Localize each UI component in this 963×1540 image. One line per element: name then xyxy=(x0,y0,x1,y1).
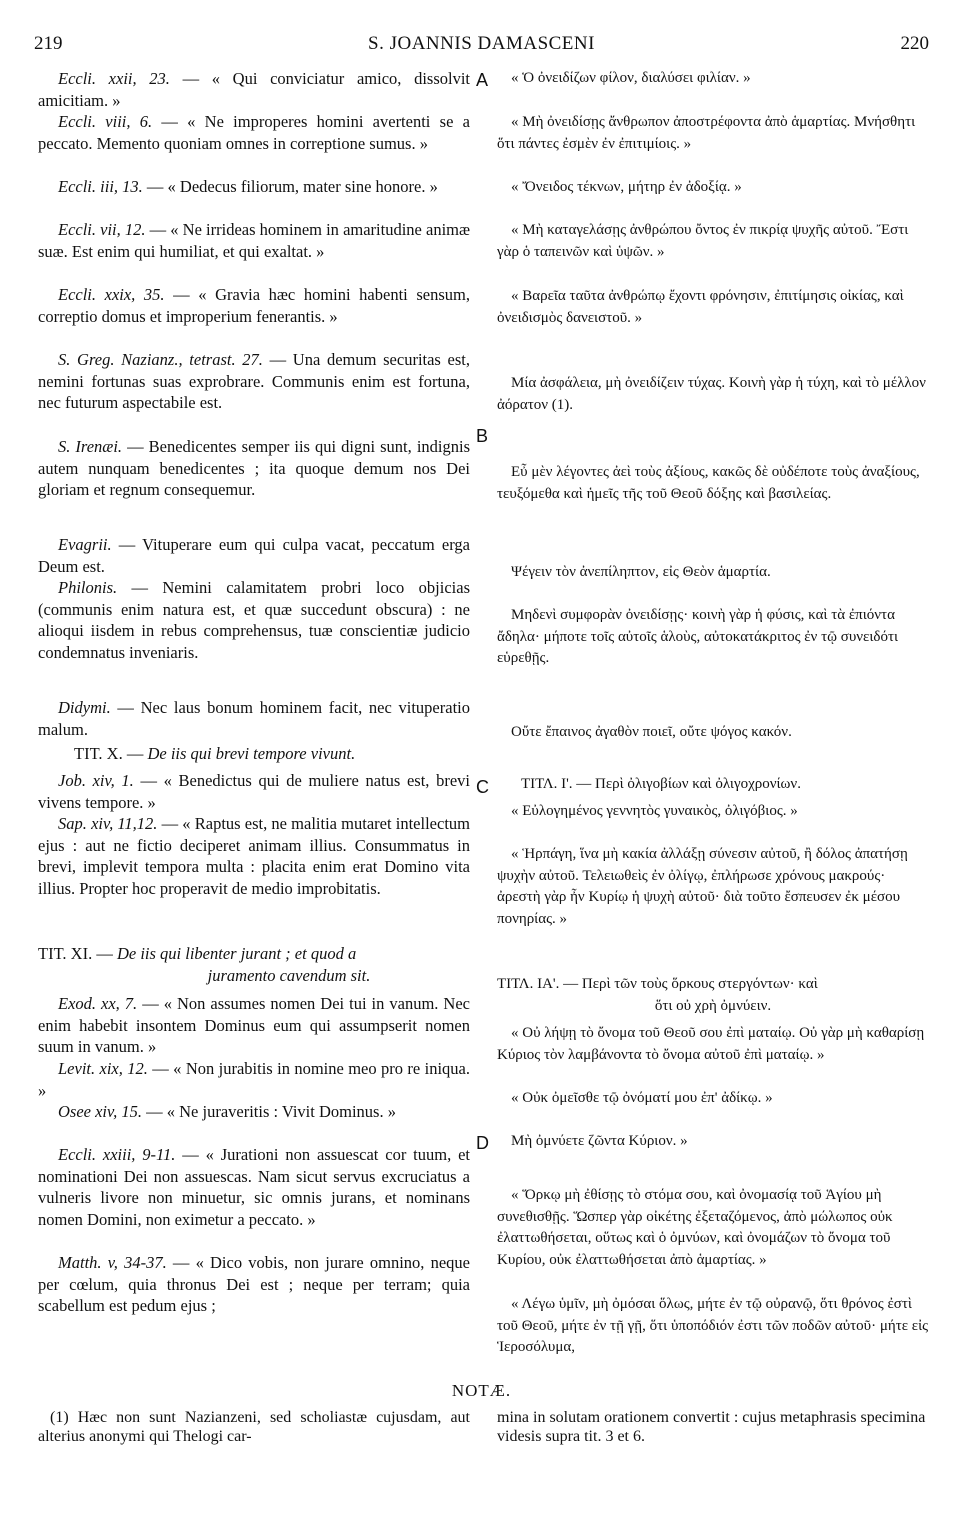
greek-section-title-xi: ΤΙΤΛ. ΙΑ'. — Περὶ τῶν τοὺς ὅρκους στεργόντων· καὶ ὅτι οὐ χρὴ ὀμνύειν. xyxy=(497,976,818,1014)
greek-paragraph: Ψέγειν τὸν ἀνεπίληπτον, εἰς Θεὸν ἁμαρτία. xyxy=(511,564,771,580)
latin-paragraph: S. Irenæi. — Benedicentes semper iis qui digni sunt, indignis autem nunquam benedicentes ; ita quoque demum nos Dei gloriam et regnum consequemur. xyxy=(38,437,470,500)
greek-section-title-x: ΤΙΤΛ. Ι'. — Περὶ ὀλιγοβίων καὶ ὀλιγοχρονίων. xyxy=(521,776,801,792)
latin-paragraph: Osee xiv, 15. — « Ne juraveritis : Vivit Dominus. » xyxy=(58,1102,396,1121)
greek-paragraph: Εὖ μὲν λέγοντες ἀεὶ τοὺς ἀξίους, κακῶς δὲ οὐδέποτε τοὺς ἀναξίους, τευξόμεθα καὶ ἡμεῖς τῆς τοῦ Θεοῦ δόξης καὶ βασιλείας. xyxy=(497,464,920,502)
greek-paragraph: « Ὅρκῳ μὴ ἐθίσῃς τὸ στόμα σου, καὶ ὀνομασίᾳ τοῦ Ἁγίου μὴ συνεθισθῇς. Ὥσπερ γὰρ οἰκέτης ἐξεταζόμενος, ἀπὸ μώλωπος οὐκ ἐλαττωθήσεται, οὕτως καὶ ὁ ὀμνύων, καὶ ὀνομάζων τὸ ὄνομα τοῦ Κυρίου, οὐκ ἐλαττωθήσεται ἀπὸ ἁμαρτίας. » xyxy=(497,1187,893,1269)
greek-paragraph: Οὔτε ἔπαινος ἀγαθὸν ποιεῖ, οὔτε ψόγος κακόν. xyxy=(511,724,792,740)
greek-paragraph: « Οὐ λήψῃ τὸ ὄνομα τοῦ Θεοῦ σου ἐπὶ ματαίῳ. Οὐ γὰρ μὴ καθαρίσῃ Κύριος τὸν λαμβάνοντα τὸ ὄνομα αὐτοῦ ἐπὶ ματαίῳ. » xyxy=(497,1025,925,1063)
greek-paragraph: « Λέγω ὑμῖν, μὴ ὀμόσαι ὅλως, μήτε ἐν τῷ οὐρανῷ, ὅτι θρόνος ἐστὶ τοῦ Θεοῦ, μήτε ἐν τῇ γῇ, ὅτι ὑποπόδιόν ἐστι τῶν ποδῶν αὐτοῦ· μήτε εἰς Ἱεροσόλυμα, xyxy=(497,1296,929,1356)
section-title-x: TIT. X. — De iis qui brevi tempore vivunt. xyxy=(74,744,356,763)
page-number-left: 219 xyxy=(34,33,63,54)
section-title-xi: TIT. XI. — De iis qui libenter jurant ; et quod a juramento cavendum sit. xyxy=(38,944,371,985)
page-header xyxy=(34,33,929,61)
margin-mark-c: C xyxy=(476,777,489,797)
latin-paragraph: Eccli. xxiii, 9-11. — « Jurationi non assuescat cor tuum, et nominationi Dei non assuescas. Nam sicut servus excruciatus a vulneris livore non minuetur, sic omnis jurans, et nominans nomen Domini, non eximetur a peccato. » xyxy=(38,1145,470,1230)
page-number-right: 220 xyxy=(900,33,929,54)
margin-mark-d: D xyxy=(476,1133,489,1153)
greek-paragraph: « Μὴ ὀνειδίσῃς ἄνθρωπον ἀποστρέφοντα ἀπὸ ἁμαρτίας. Μνήσθητι ὅτι πάντες ἐσμὲν ἐν ἐπιτιμίοις. » xyxy=(497,114,916,152)
latin-paragraph: Didymi. — Nec laus bonum hominem facit, nec vituperatio malum. xyxy=(38,698,470,739)
latin-paragraph: Job. xiv, 1. — « Benedictus qui de muliere natus est, brevi vivens tempore. » xyxy=(38,771,470,812)
latin-paragraph: Levit. xix, 12. — « Non jurabitis in nomine meo pro re iniqua. » xyxy=(38,1059,470,1100)
greek-paragraph: « Βαρεῖα ταῦτα ἀνθρώπῳ ἔχοντι φρόνησιν, ἐπιτίμησις οἰκίας, καὶ ὀνειδισμὸς δανειστοῦ. » xyxy=(497,288,904,326)
greek-paragraph: « Μὴ καταγελάσῃς ἀνθρώπου ὄντος ἐν πικρίᾳ ψυχῆς αὐτοῦ. Ἔστι γὰρ ὁ ταπεινῶν καὶ ὑψῶν. » xyxy=(497,222,909,260)
greek-paragraph: « Ὄνειδος τέκνων, μήτηρ ἐν ἀδοξίᾳ. » xyxy=(511,179,742,195)
latin-paragraph: Eccli. viii, 6. — « Ne improperes homini avertenti se a peccato. Memento quoniam omnes in correptione sumus. » xyxy=(38,112,470,153)
margin-mark-a: A xyxy=(476,70,489,90)
latin-paragraph: Philonis. — Nemini calamitatem probri loco objicias (communis enim natura est, et quæ succedunt obscura) : ne alioqui iisdem in rebus comprehensus, tuæ conscientiæ judicio condemnatus inveniaris. xyxy=(38,578,470,663)
latin-paragraph: Sap. xiv, 11,12. — « Raptus est, ne malitia mutaret intellectum ejus : aut ne fictio deciperet animam illius. Consummatus in brevi, implevit tempora multa : placita enim erat Domino vita illius. Propter hoc properavit de medio improbitatis. xyxy=(38,814,470,899)
greek-paragraph: Μηδενὶ συμφορὰν ὀνειδίσῃς· κοινὴ γὰρ ἡ φύσις, καὶ τὰ ἐπιόντα ἄδηλα· μήποτε τοῖς αὐτοῖς ἁλοὺς, αὐτοκατάκριτος ἐν τῷ συνειδότι εὑρεθῇς. xyxy=(497,607,899,667)
latin-paragraph: Eccli. xxix, 35. — « Gravia hæc homini habenti sensum, correptio domus et improperium fenerantis. » xyxy=(38,285,470,326)
greek-paragraph: « Ἡρπάγη, ἵνα μὴ κακία ἀλλάξῃ σύνεσιν αὐτοῦ, ἢ δόλος ἀπατήσῃ ψυχὴν αὐτοῦ. Τελειωθεὶς ἐν ὀλίγῳ, ἐπλήρωσε χρόνους μακρούς· ἀρεστὴ γὰρ ἦν Κυρίῳ ἡ ψυχὴ αὐτοῦ· διὰ τοῦτο ἔσπευσεν ἐκ μέσου πονηρίας. » xyxy=(497,846,908,928)
latin-paragraph: Eccli. vii, 12. — « Ne irrideas hominem in amaritudine animæ suæ. Est enim qui humiliat, et qui exaltat. » xyxy=(38,220,470,261)
greek-paragraph: « Εὐλογημένος γεννητὸς γυναικὸς, ὀλιγόβιος. » xyxy=(511,803,798,819)
greek-paragraph: Μία ἀσφάλεια, μὴ ὀνειδίζειν τύχας. Κοινὴ γὰρ ἡ τύχη, καὶ τὸ μέλλον ἀόρατον (1). xyxy=(497,375,926,413)
note-right: mina in solutam orationem convertit : cujus metaphrasis specimina videsis supra tit. 3 et 6. xyxy=(497,1409,926,1445)
latin-paragraph: Matth. v, 34-37. — « Dico vobis, non jurare omnino, neque per cœlum, quia thronus Dei est ; neque per terram; quia scabellum est pedum ejus ; xyxy=(38,1253,470,1316)
latin-paragraph: S. Greg. Nazianz., tetrast. 27. — Una demum securitas est, nemini fortunas suas exprobrare. Communis enim est fortuna, nec futurum aspectabile est. xyxy=(38,350,470,413)
greek-paragraph: « Οὐκ ὀμεῖσθε τῷ ὀνόματί μου ἐπ' ἀδίκῳ. » xyxy=(511,1090,773,1106)
latin-paragraph: Eccli. iii, 13. — « Dedecus filiorum, mater sine honore. » xyxy=(58,177,438,196)
note-left: (1) Hæc non sunt Nazianzeni, sed scholiastæ cujusdam, aut alterius anonymi qui Thelogi car- xyxy=(38,1409,470,1445)
latin-paragraph: Evagrii. — Vituperare eum qui culpa vacat, peccatum erga Deum est. xyxy=(38,535,470,576)
greek-paragraph: « Ὁ ὀνειδίζων φίλον, διαλύσει φιλίαν. » xyxy=(511,70,751,86)
latin-paragraph: Exod. xx, 7. — « Non assumes nomen Dei tui in vanum. Nec enim habebit insontem Dominus eum qui assumpserit nomen suum in vanum. » xyxy=(38,994,470,1057)
margin-mark-b: B xyxy=(476,426,489,446)
running-title: S. JOANNIS DAMASCENI xyxy=(368,33,595,54)
latin-paragraph: Eccli. xxii, 23. — « Qui conviciatur amico, dissolvit amicitiam. » xyxy=(38,69,470,110)
greek-paragraph: Μὴ ὀμνύετε ζῶντα Κύριον. » xyxy=(511,1133,688,1149)
latin-column xyxy=(38,68,470,1318)
notes-title: NOTÆ. xyxy=(451,1381,512,1400)
